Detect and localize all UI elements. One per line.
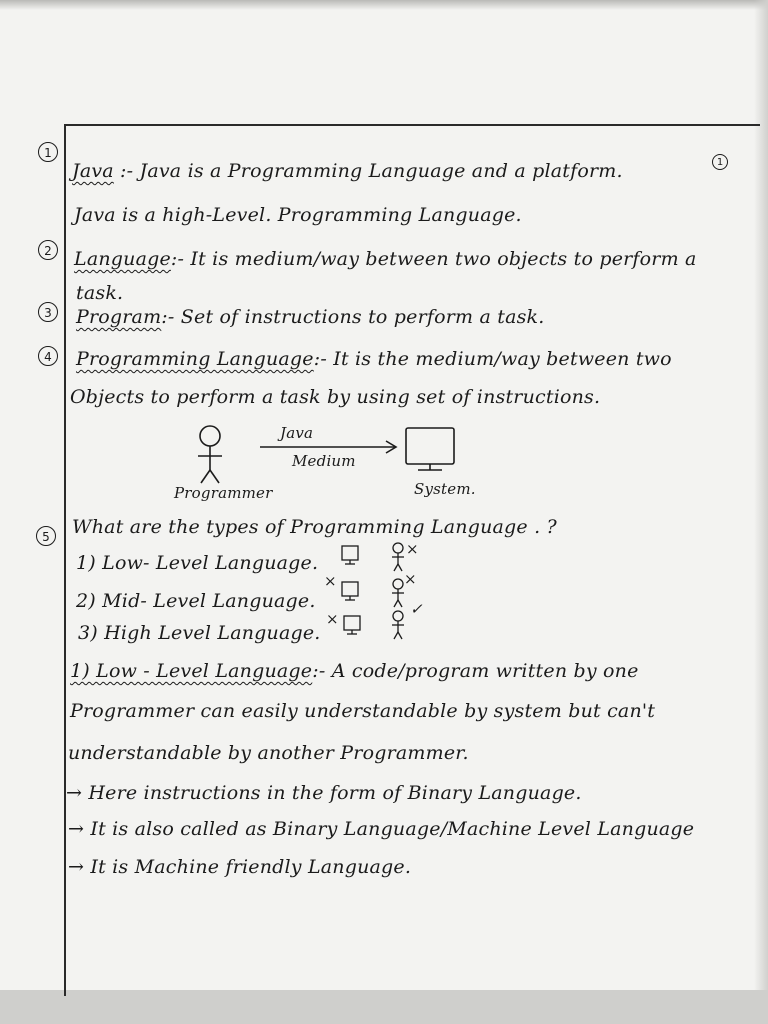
bullet-also-called: → It is also called as Binary Language/Machine Level Language [68, 818, 695, 840]
section-number-2: 2 [38, 240, 58, 260]
java-definition: Java is a Programming Language and a platform. [139, 160, 623, 182]
low-level-line-2: Programmer can easily understandable by system but can't [70, 700, 656, 722]
arrow-bottom-label: Medium [292, 452, 356, 470]
programmer-caption: Programmer [174, 484, 273, 502]
type-item-high: 3) High Level Language. [78, 622, 321, 644]
low-level-term: 1) Low - Level Language [70, 660, 313, 682]
type-item-mid: 2) Mid- Level Language. [76, 590, 316, 612]
programming-language-term: Programming Language [76, 348, 314, 370]
section-number-3: 3 [38, 302, 58, 322]
low-person-mark: × [406, 540, 419, 558]
program-definition: Set of instructions to perform a task. [180, 306, 545, 328]
programmer-stick-figure-icon [198, 426, 222, 483]
high-system-mark: × [326, 610, 339, 628]
high-person-mark: ✓ [410, 600, 423, 618]
java-separator: :- [113, 160, 134, 182]
language-definition: It is medium/way between two objects to perform a [190, 248, 697, 270]
small-monitor-icon [344, 616, 360, 634]
small-monitor-icon [342, 546, 358, 564]
small-person-icon [392, 611, 404, 639]
system-caption: System. [414, 480, 476, 498]
section-number-4: 4 [38, 346, 58, 366]
programming-language-line-2: Objects to perform a task by using set of instructions. [70, 386, 601, 408]
arrow-top-label: Java [280, 424, 314, 442]
bullet-machine-friendly: → It is Machine friendly Language. [68, 856, 412, 878]
system-monitor-icon [406, 428, 454, 470]
programming-language-definition: It is the medium/way between two [333, 348, 672, 370]
programming-language-separator: :- [313, 348, 327, 370]
small-monitor-icon [342, 582, 358, 600]
program-definition-line [76, 306, 545, 328]
types-question: What are the types of Programming Language . ? [72, 516, 557, 538]
low-level-heading-line [70, 660, 639, 682]
mid-person-mark: × [404, 570, 417, 588]
program-separator: :- [161, 306, 175, 328]
low-level-line-3: understandable by another Programmer. [68, 742, 469, 764]
low-level-separator: :- [312, 660, 326, 682]
page-number: 1 [712, 154, 728, 170]
language-separator: :- [170, 248, 185, 270]
section-number-1: 1 [38, 142, 58, 162]
small-person-icon [392, 543, 404, 571]
java-definition-line [72, 160, 623, 182]
low-level-line-1: A code/program written by one [331, 660, 639, 682]
java-line-2: Java is a high-Level. Programming Language. [74, 204, 522, 226]
language-term: Language [74, 248, 171, 270]
program-term: Program [76, 306, 162, 328]
type-item-low: 1) Low- Level Language. [76, 552, 319, 574]
language-line-2: task. [76, 282, 124, 304]
programming-language-definition-line [76, 348, 672, 370]
java-term: Java [72, 160, 114, 182]
types-icons [340, 540, 420, 650]
page-top-shadow [0, 0, 768, 10]
section-number-5: 5 [36, 526, 56, 546]
language-definition-line [74, 248, 697, 270]
bullet-binary-form: → Here instructions in the form of Binary Language. [66, 782, 582, 804]
mid-system-mark: × [324, 572, 337, 590]
small-person-icon [392, 579, 404, 607]
